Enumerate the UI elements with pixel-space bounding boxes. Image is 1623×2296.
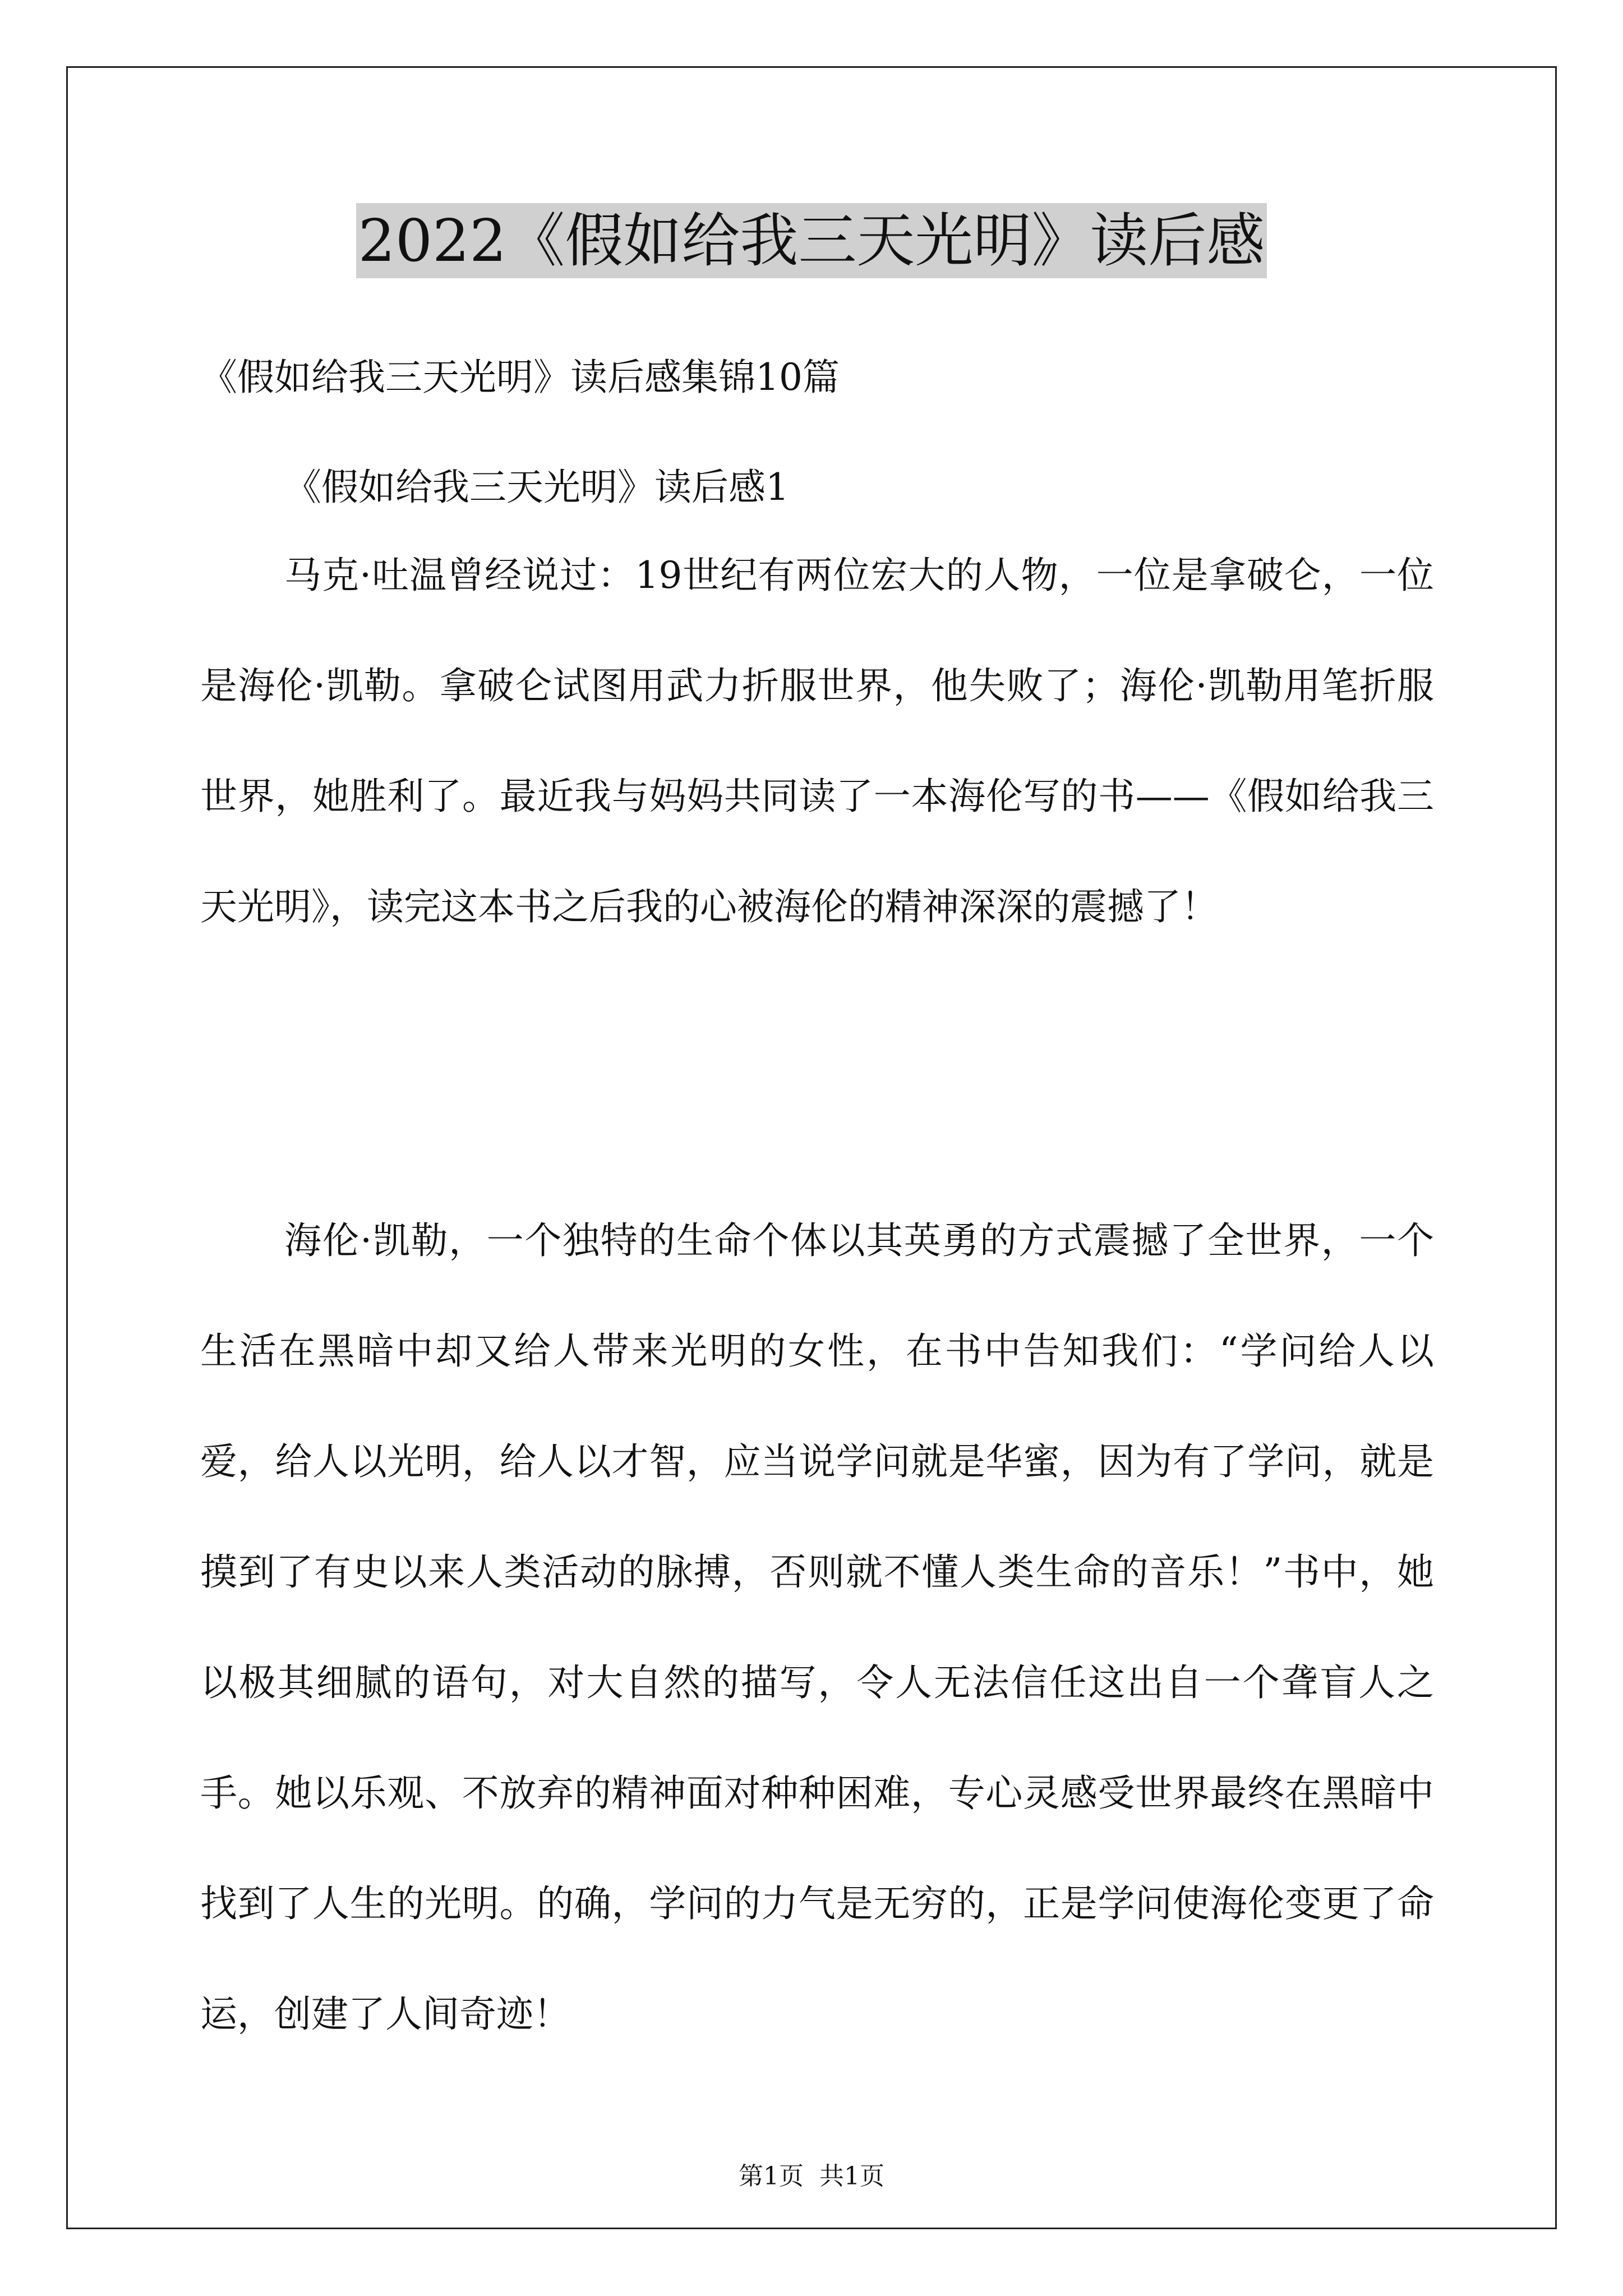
paragraph-1: 马克·吐温曾经说过：19世纪有两位宏大的人物，一位是拿破仑，一位是海伦·凯勒。拿破仑试图用武力折服世界，他失败了；海伦·凯勒用笔折服世界，她胜利了。最近我与妈妈共同读了一本海伦写的书——《假如给我三天光明》，读完这本书之后我的心被海伦的精神深深的震撼了！ <box>200 554 1434 928</box>
paragraph-2: 海伦·凯勒，一个独特的生命个体以其英勇的方式震撼了全世界，一个生活在黑暗中却又给人带来光明的女性，在书中告知我们：“学问给人以爱，给人以光明，给人以才智，应当说学问就是华蜜，因为有了学问，就是摸到了有史以来人类活动的脉搏，否则就不懂人类生命的音乐！”书中，她以极其细腻的语句，对大自然的描写，令人无法信任这出自一个聋盲人之手。她以乐观、不放弃的精神面对种种困难，专心灵感受世界最终在黑暗中找到了人生的光明。的确，学问的力气是无穷的，正是学问使海伦变更了命运，创建了人间奇迹！ <box>200 1219 1434 2036</box>
page-footer <box>0 2160 1623 2193</box>
page-number-total: 共1页 <box>819 2162 884 2191</box>
page-number-current: 第1页 <box>739 2162 804 2191</box>
document-subtitle: 《假如给我三天光明》读后感集锦10篇 <box>200 356 840 399</box>
title-container <box>0 203 1623 278</box>
section-heading: 《假如给我三天光明》读后感1 <box>284 466 789 509</box>
document-title: 2022《假如给我三天光明》读后感 <box>356 203 1267 278</box>
